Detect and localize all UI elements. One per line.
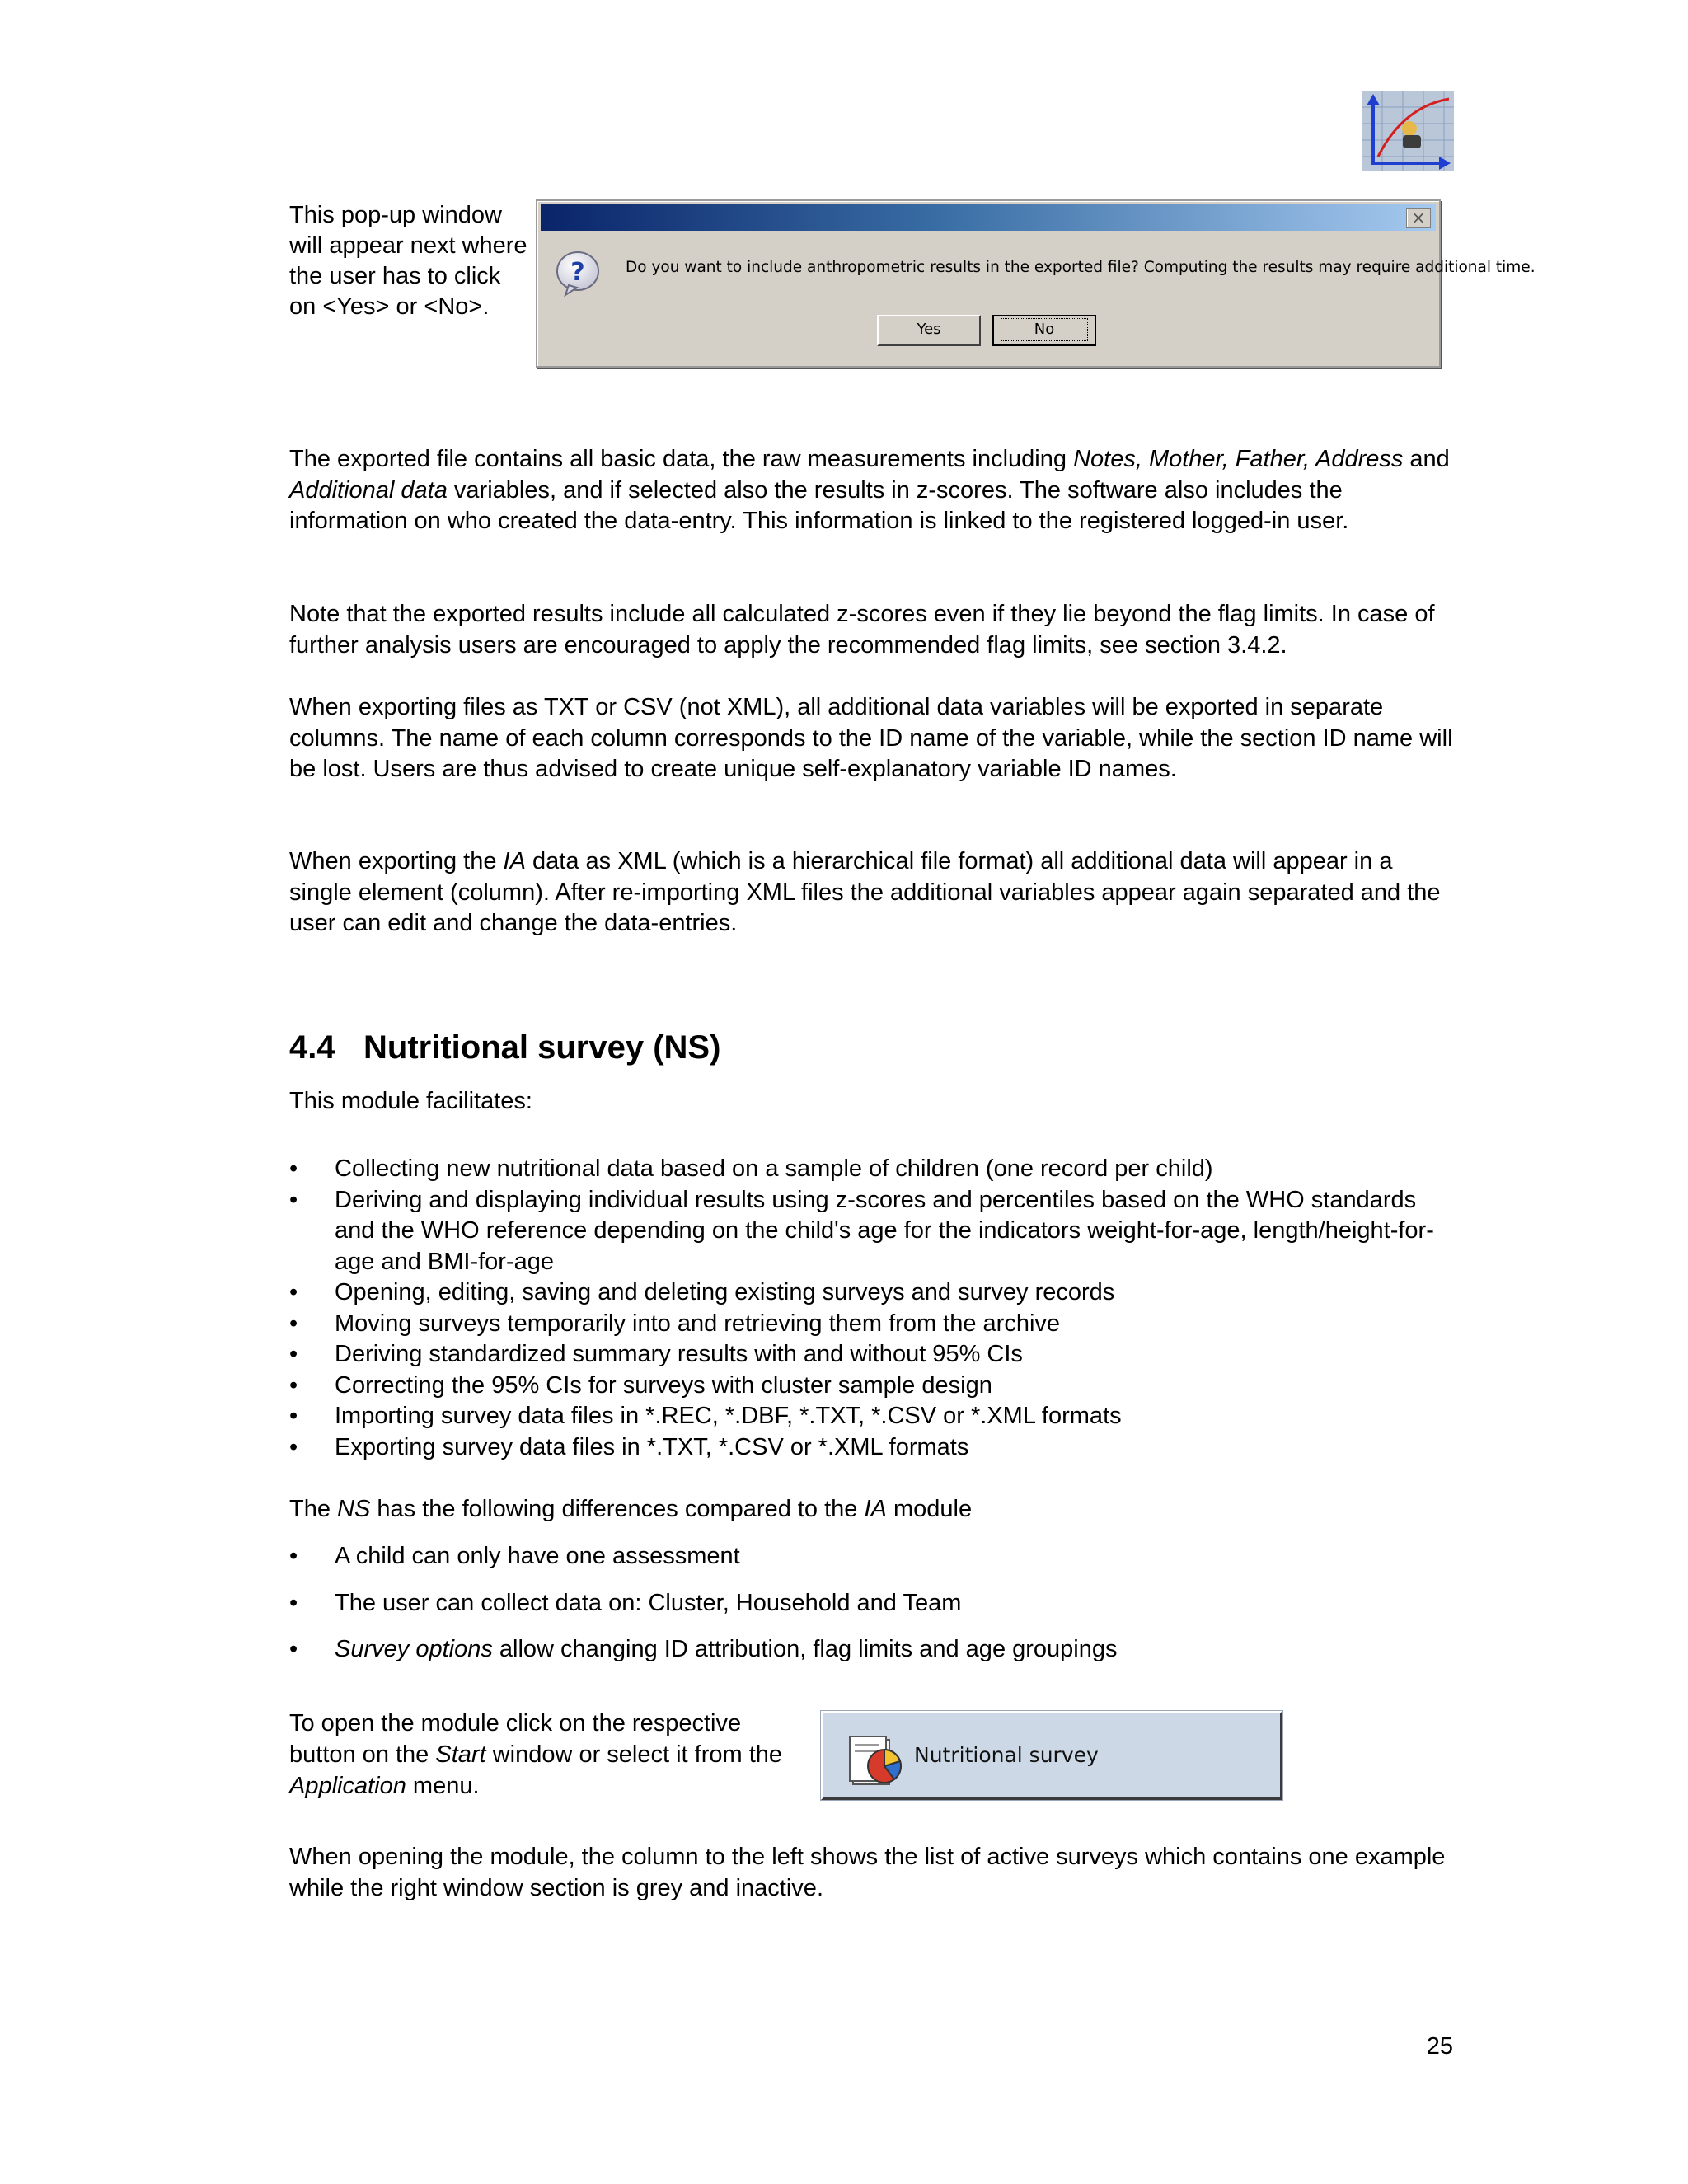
close-icon: × <box>1411 208 1426 227</box>
popup-description: This pop-up window will appear next where the user has to click on <Yes> or <No>. <box>289 202 528 320</box>
text-run-italic: Additional data <box>289 476 448 504</box>
text-run: The exported file contains all basic data, the raw measurements including <box>289 446 1074 472</box>
yes-label: Yes <box>917 321 941 338</box>
text-run: variables, and if selected also the results in z-scores. The software also includes the information on who created the data-entry. This information is linked to the registered logged-in user. <box>289 476 1349 534</box>
paragraph-opening-module: When opening the module, the column to the left shows the list of active surveys which contains one example while the right window section is grey and inactive. <box>289 1844 1446 1901</box>
close-button[interactable] <box>1406 208 1431 228</box>
text-run: and <box>1403 446 1450 472</box>
no-button[interactable] <box>992 315 1096 346</box>
paragraph-flag-limits: Note that the exported results include all calculated z-scores even if they lie beyond the flag limits. In case of further analysis users are encouraged to apply the recommended flag limits, see section 3.4.2. <box>289 601 1435 658</box>
list-item: • Moving surveys temporarily into and retrieving them from the archive <box>289 1309 1460 1340</box>
no-label: No <box>1034 321 1055 338</box>
section-heading <box>289 1028 720 1067</box>
section-title: Nutritional survey (NS) <box>363 1029 721 1066</box>
anthro-logo-icon <box>1362 91 1454 171</box>
text-run: menu. <box>406 1773 480 1799</box>
text-run: When exporting the <box>289 848 504 874</box>
page-number: 25 <box>1426 2033 1453 2060</box>
list-item: • Deriving and displaying individual results using z-scores and percentiles based on the WHO standards and the WHO reference depending on the child's age for the indicators weight-for-age, length/height-for-age and BMI-for-age <box>289 1185 1460 1278</box>
paragraph-xml-export <box>289 846 1460 940</box>
svg-text:?: ? <box>570 258 585 287</box>
differences-list <box>289 1541 1460 1681</box>
list-item: • Opening, editing, saving and deleting existing surveys and survey records <box>289 1277 1460 1309</box>
paragraph-exported-file <box>289 444 1460 537</box>
survey-chart-icon <box>846 1728 909 1791</box>
text-run: window or select it from the <box>485 1741 783 1768</box>
paragraph-txt-csv-export: When exporting files as TXT or CSV (not XML), all additional data variables will be exported in separate columns. The name of each column corresponds to the ID name of the variable, while the section ID name will be lost. Users are thus advised to create unique self-explanatory variable ID names. <box>289 694 1453 782</box>
text-run-italic: Survey options <box>335 1636 493 1662</box>
dialog-message: Do you want to include anthropometric results in the exported file? Computing the results may require additional time. <box>626 259 1536 276</box>
list-item: • Importing survey data files in *.REC, *.DBF, *.TXT, *.CSV or *.XML formats <box>289 1401 1460 1432</box>
list-item: • A child can only have one assessment <box>289 1541 1460 1572</box>
text-run-italic: IA <box>503 848 526 874</box>
dialog-titlebar[interactable] <box>541 204 1436 231</box>
question-icon <box>554 249 602 297</box>
nutritional-survey-label: Nutritional survey <box>914 1743 1099 1767</box>
section-intro: This module facilitates: <box>289 1088 532 1114</box>
list-item: • The user can collect data on: Cluster, Household and Team <box>289 1588 1460 1619</box>
text-run-italic: IA <box>864 1496 887 1522</box>
text-run-italic: Application <box>289 1773 406 1799</box>
yes-button[interactable] <box>877 315 981 346</box>
text-run-italic: Start <box>435 1741 486 1768</box>
text-run: has the following differences compared to the <box>370 1496 865 1522</box>
list-item <box>289 1634 1460 1666</box>
text-run: allow changing ID attribution, flag limits and age groupings <box>492 1636 1118 1662</box>
text-run: The <box>289 1496 338 1522</box>
confirm-dialog <box>536 199 1536 368</box>
list-item: • Deriving standardized summary results with and without 95% CIs <box>289 1339 1460 1371</box>
text-run-italic: NS <box>337 1496 371 1522</box>
text-run: data as XML (which is a hierarchical file format) all additional data will appear in a single element (column). After re-importing XML files the additional variables appear again separated and the user can edit and change the data-entries. <box>289 848 1441 936</box>
text-run-italic: Notes, Mother, Father, Address <box>1073 446 1404 472</box>
nutritional-survey-button[interactable] <box>821 1711 1282 1800</box>
list-item: • Collecting new nutritional data based on a sample of children (one record per child) <box>289 1154 1460 1185</box>
open-module-description <box>289 1708 800 1802</box>
differences-intro <box>289 1494 1460 1526</box>
facilitates-list <box>289 1154 1460 1463</box>
text-run: To open the module click on the respective button on the <box>289 1710 742 1768</box>
section-number: 4.4 <box>289 1029 335 1066</box>
list-item: • Exporting survey data files in *.TXT, *.CSV or *.XML formats <box>289 1432 1460 1464</box>
list-item: • Correcting the 95% CIs for surveys with cluster sample design <box>289 1371 1460 1402</box>
text-run: module <box>886 1496 973 1522</box>
